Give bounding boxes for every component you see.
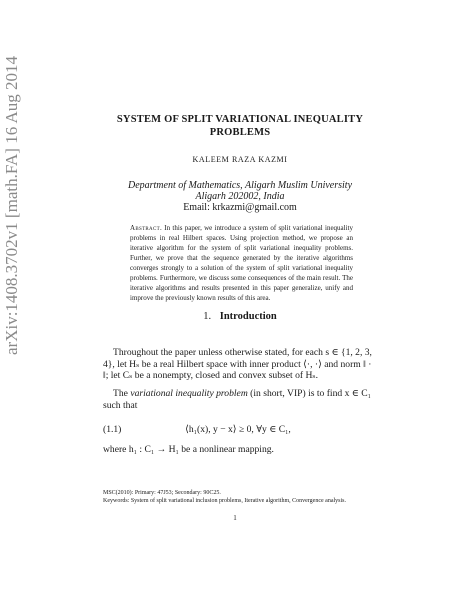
equation-label: (1.1) xyxy=(103,424,122,435)
author-email: Email: krkazmi@gmail.com xyxy=(183,202,297,213)
footnotes xyxy=(103,489,373,505)
page-number: 1 xyxy=(233,514,237,522)
paragraph-1: Throughout the paper unless otherwise stated, for each s ∈ {1, 2, 3, 4}, let Hₛ be a real Hilbert space with inner product ⟨·, ·⟩ and norm ‖ · ‖; let Cₛ be a nonempty, closed and convex subset of Hₛ. xyxy=(103,347,372,381)
author-name: KALEEM RAZA KAZMI xyxy=(192,155,288,164)
paper-title xyxy=(100,113,380,139)
paragraph-3: where h₁ : C₁ → H₁ be a nonlinear mapping. xyxy=(103,444,274,455)
section-heading xyxy=(100,311,380,322)
paragraph-2 xyxy=(103,388,373,411)
paragraph-2-post: (in short, VIP) is to find x ∈ C₁ such that xyxy=(103,388,372,411)
keywords: Keywords: System of split variational inclusion problems, Iterative algorithm, Convergence analysis. xyxy=(103,498,347,504)
abstract-text: In this paper, we introduce a system of split variational inequality problems in real Hilbert spaces. Using projection method, we propose an iterative algorithm for the system of split variational inequality problems. Further, we prove that the sequence generated by the iterative algorithms converges strongly to a solution of the system of split variational inequality problems. Furthermore, we discuss some consequences of the main result. The iterative algorithms and results presented in this paper generalize, unify and improve the previously known results of this area. xyxy=(130,224,354,302)
msc-classification: MSC(2010): Primary: 47J53; Secondary: 90C25. xyxy=(103,490,221,496)
title-line-2: PROBLEMS xyxy=(209,127,271,138)
section-title: Introduction xyxy=(219,311,277,322)
title-line-1: SYSTEM OF SPLIT VARIATIONAL INEQUALITY xyxy=(116,114,364,125)
abstract-heading: Abstract. xyxy=(130,224,163,232)
arxiv-identifier: arXiv:1408.3702v1 [math.FA] 16 Aug 2014 xyxy=(2,55,21,355)
abstract xyxy=(130,223,353,303)
affiliation-line-2: Aligarh 202002, India xyxy=(195,191,285,202)
section-number: 1. xyxy=(203,311,212,322)
affiliation xyxy=(90,180,390,213)
affiliation-line-1: Department of Mathematics, Aligarh Muslim University xyxy=(127,180,353,191)
paragraph-2-pre: The xyxy=(113,388,131,399)
equation-body: ⟨h₁(x), y − x⟩ ≥ 0, ∀y ∈ C₁, xyxy=(185,424,291,435)
paragraph-2-emphasis: variational inequality problem xyxy=(130,388,248,399)
